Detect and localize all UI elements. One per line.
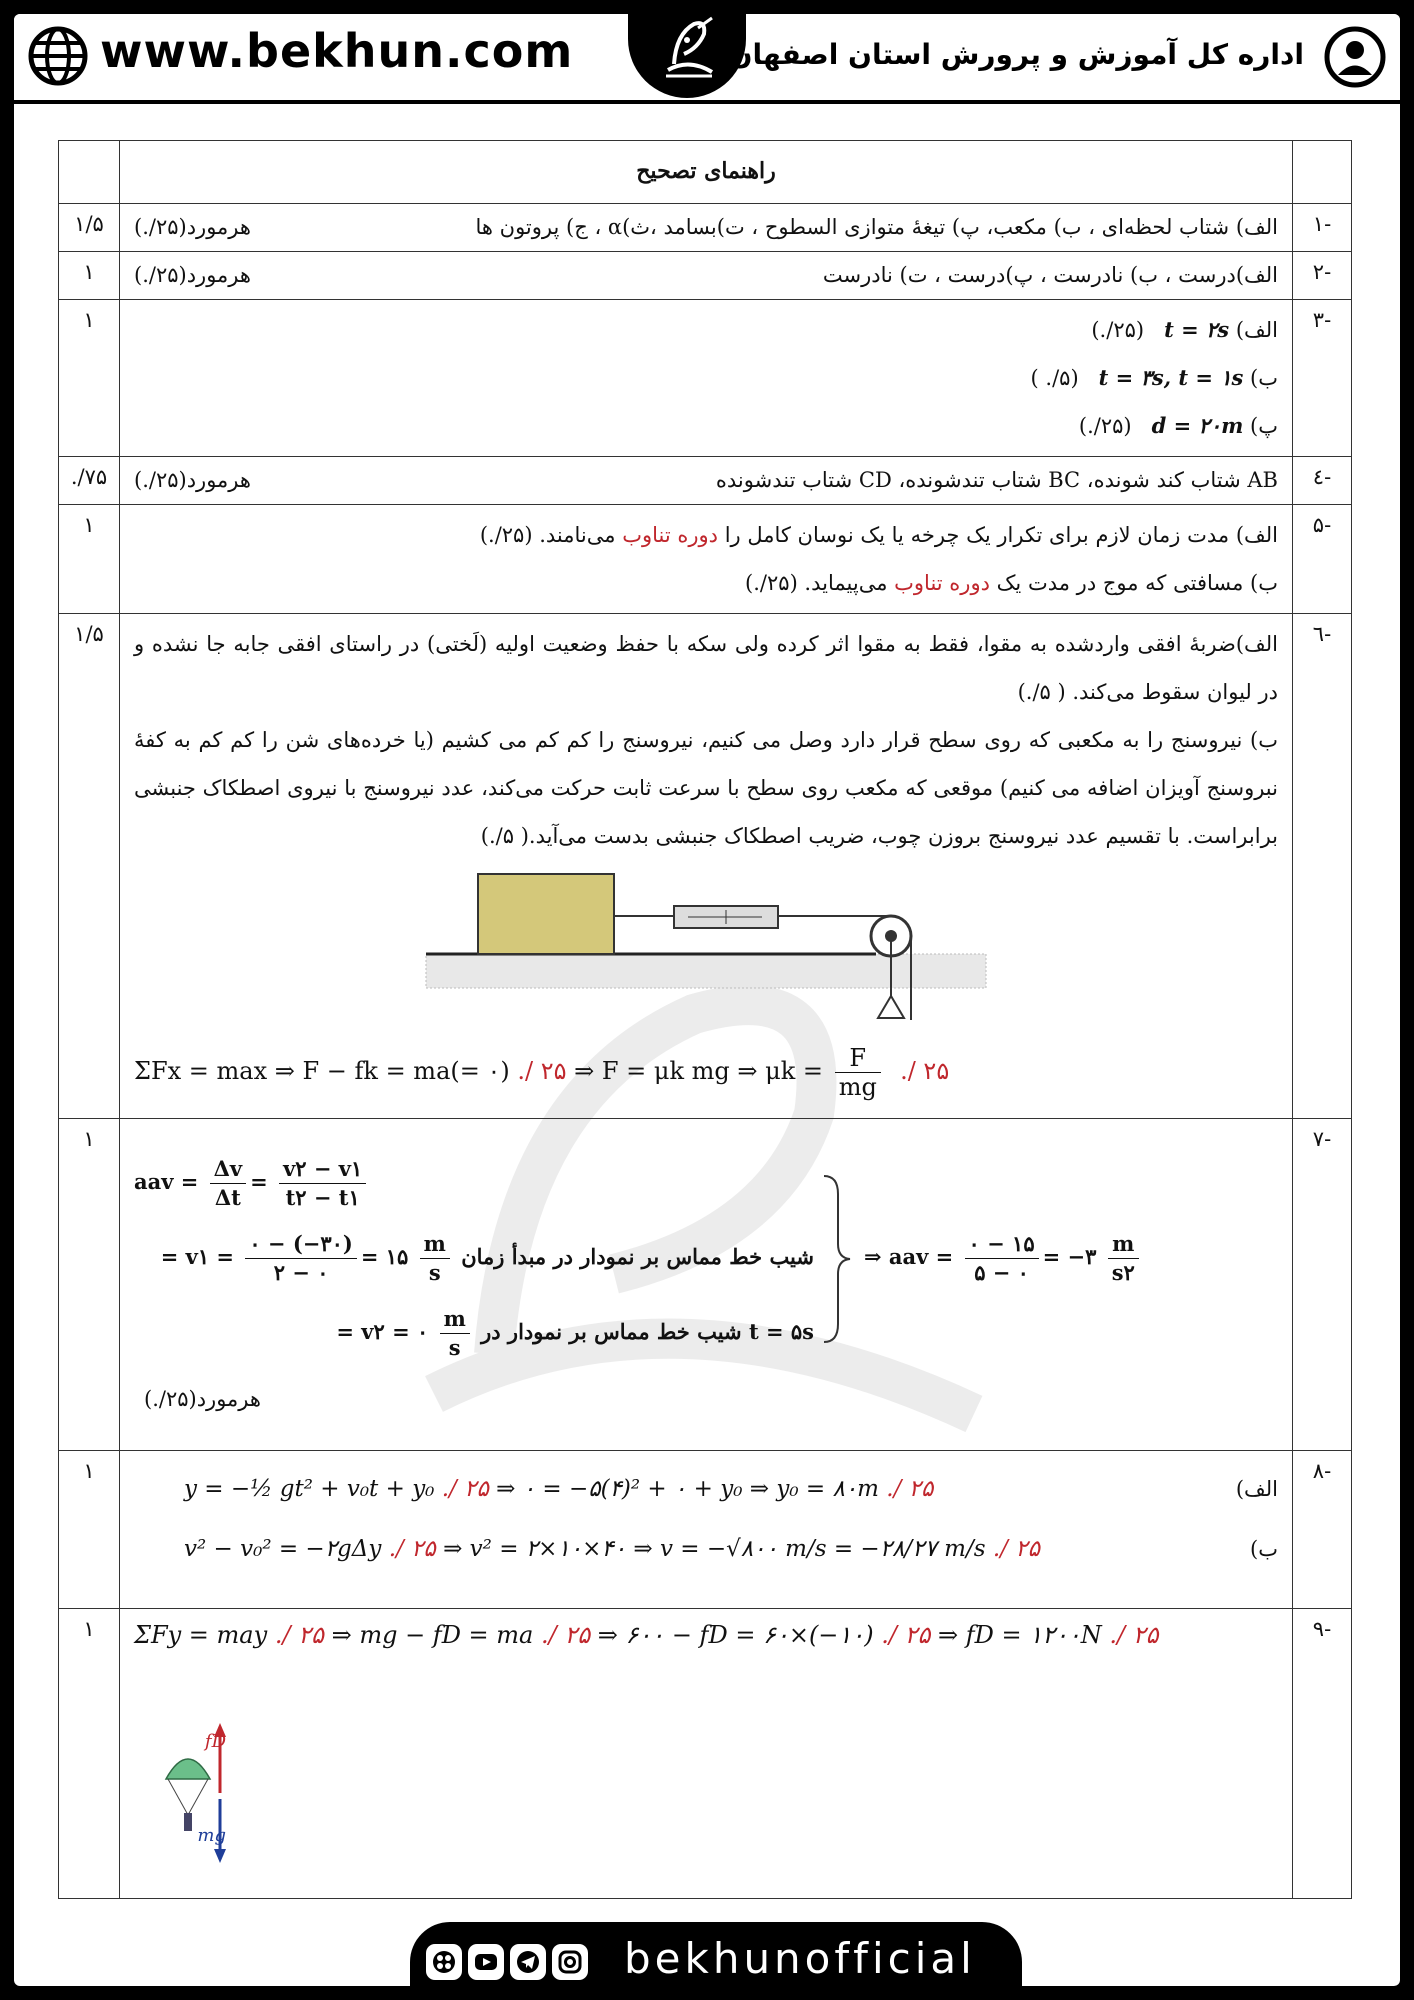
points: (۲۵/.)	[1091, 318, 1145, 342]
answer-cell	[120, 252, 1293, 300]
highlighted-term: دوره تناوب	[894, 571, 990, 595]
answer-text: الف)درست ، ب) نادرست ، پ)درست ، ت) نادرست	[822, 263, 1278, 287]
part-label: ب)	[1250, 366, 1278, 390]
score: ۷۵/.	[59, 457, 120, 505]
wooden-block	[478, 874, 614, 954]
instagram-icon[interactable]	[552, 1944, 588, 1980]
weight-label: mg	[197, 1825, 226, 1846]
answer-part-a	[134, 1459, 1278, 1519]
answer-text: الف) مدت زمان لازم برای تکرار یک چرخه یا یک نوسان کامل را	[724, 523, 1278, 547]
equation: ⇒ ۰ = −۵(۴)² + ۰ + y₀ ⇒ y₀ = ۸۰m	[496, 1476, 879, 1502]
org-title: اداره کل آموزش و پرورش استان اصفهان	[728, 38, 1304, 71]
answer-part-c	[134, 402, 1278, 450]
points: ./ ۲۵	[886, 1476, 934, 1502]
points: ./ ۲۵	[517, 1057, 567, 1085]
numerator: v۲ − v۱	[279, 1155, 366, 1184]
equation: t = ۲s	[1164, 317, 1230, 342]
answer-text: الف) شتاب لحظه‌ای ، ب) مکعب، پ) تیغهٔ متوازی السطوح ، ت)بسامد ،ث)α ، ج) پروتون ها	[475, 215, 1278, 239]
numerator: m	[440, 1305, 470, 1334]
points: ./ ۲۵	[1109, 1621, 1159, 1649]
telegram-icon[interactable]	[510, 1944, 546, 1980]
numerator: m	[420, 1230, 450, 1259]
table-row	[59, 300, 1352, 457]
answer-text: AB شتاب کند شونده، BC شتاب تندشونده، CD شتاب تندشونده	[715, 468, 1278, 492]
drag-equation	[134, 1615, 1278, 1655]
table-row	[59, 457, 1352, 505]
table-row	[59, 614, 1352, 1119]
equation: ⇒ mg − fD = ma	[331, 1621, 534, 1649]
answer-cell	[120, 1119, 1293, 1451]
answer-part-b	[134, 1519, 1278, 1579]
equation: ΣFx = max ⇒ F − fk = ma(= ۰)	[134, 1057, 510, 1085]
table-title: راهنمای تصحیح	[120, 141, 1293, 204]
social-handle[interactable]: bekhunofficial	[624, 1934, 976, 1983]
table-row	[59, 252, 1352, 300]
numerator: m	[1108, 1230, 1139, 1259]
score: ۱	[59, 505, 120, 614]
unit	[440, 1305, 470, 1362]
slope-line-2	[134, 1305, 814, 1362]
unit	[1108, 1230, 1139, 1287]
denominator: ۵ − ۰	[974, 1260, 1029, 1285]
header-bar	[14, 14, 1400, 104]
equation: ⇒ v² = ۲×۱۰×۴۰ ⇒ v = −√۸۰۰ m/s = −۲۸/۲۷ m/s	[443, 1536, 986, 1562]
denominator: mg	[838, 1073, 877, 1101]
site-url[interactable]: www.bekhun.com	[100, 24, 574, 78]
social-icons	[426, 1944, 588, 1980]
equation: ⇒ ۶۰۰ − fD = ۶۰×(−۱۰)	[597, 1621, 874, 1649]
num-col-header	[1293, 141, 1352, 204]
youtube-icon[interactable]	[468, 1944, 504, 1980]
fraction	[245, 1230, 357, 1287]
points: ./ ۲۵	[388, 1536, 436, 1562]
score: ۱/۵	[59, 614, 120, 1119]
answer-part-b: ب) نیروسنج را به مکعبی که روی سطح قرار دارد وصل می کنیم، نیروسنج را کم کم می کشیم (یا خرده‌های شن را کم کم به کفهٔ نبروسنج آویزان اضافه می کنیم) موقعی که مکعب روی سطح با سرعت ثابت حرکت می‌کند، عدد نیروسنج با نیروی اصطکاک جنبشی برابراست. با تقسیم عدد نیروسنج بروزن چوب، ضریب اصطکاک جنبشی بدست می‌آید.( ۵/.)	[134, 728, 1278, 848]
numerator: Δv	[210, 1155, 247, 1184]
table-row	[59, 1119, 1352, 1451]
globe-icon[interactable]	[28, 26, 88, 86]
answer-text: می‌نامند. (۲۵/.)	[479, 523, 616, 547]
numerator: ۰ − (−۳۰)	[245, 1230, 357, 1259]
question-number: -۳	[1293, 300, 1352, 457]
fraction	[965, 1230, 1039, 1287]
denominator: ۲ − ۰	[273, 1260, 329, 1285]
answer-cell	[120, 505, 1293, 614]
score: ۱	[59, 1119, 120, 1451]
table-row	[59, 204, 1352, 252]
answer-text: ب) مسافتی که موج در مدت یک	[996, 571, 1278, 595]
answer-cell	[120, 457, 1293, 505]
denominator: s	[428, 1260, 441, 1285]
answer-cell	[120, 300, 1293, 457]
table-row	[59, 1609, 1352, 1899]
answer-text: شیب خط مماس بر نمودار در مبدأ زمان	[461, 1244, 814, 1269]
part-label: الف)	[1235, 318, 1278, 342]
answer-part-a	[134, 511, 1278, 559]
numerator: F	[835, 1044, 881, 1073]
equation: ⇒ aav =	[864, 1244, 954, 1269]
equation: aav =	[134, 1169, 199, 1194]
answer-cell	[120, 1609, 1293, 1899]
equation: ⇒ F = μk mg ⇒ μk =	[574, 1057, 824, 1085]
equation: ⇒ fD = ۱۲۰۰N	[937, 1621, 1102, 1649]
question-number: -۲	[1293, 252, 1352, 300]
question-number: -۵	[1293, 505, 1352, 614]
equation: ΣFy = may	[134, 1621, 268, 1649]
equation: t = ۳s, t = ۱s	[1098, 365, 1244, 390]
bekhun-logo-icon[interactable]	[654, 14, 724, 90]
question-number: -۹	[1293, 1609, 1352, 1899]
points: (۲۵/.)	[1078, 414, 1132, 438]
question-number: -۱	[1293, 204, 1352, 252]
part-label: (ب	[1250, 1537, 1278, 1561]
slope-line-1	[134, 1230, 814, 1287]
score: ۱/۵	[59, 204, 120, 252]
aparat-icon[interactable]	[426, 1944, 462, 1980]
per-item-score: هرمورد(۲۵/.)	[134, 215, 251, 239]
answer-cell	[120, 204, 1293, 252]
table-row	[59, 505, 1352, 614]
page	[14, 14, 1400, 1986]
footer-bar	[410, 1922, 1022, 1986]
numerator: ۰ − ۱۵	[965, 1230, 1039, 1259]
answer-part-b	[134, 559, 1278, 607]
answer-part-a: الف)ضربهٔ افقی واردشده به مقوا، فقط به مقوا اثر کرده ولی سکه با حفظ وضعیت اولیه (لَختی) در راستای افقی جابه جا نشده و در لیوان سقوط می‌کند. ( ۵/.)	[134, 632, 1278, 704]
part-label: پ)	[1250, 414, 1278, 438]
right-brace-icon	[820, 1174, 854, 1344]
friction-apparatus-diagram	[406, 868, 1006, 1038]
answer-text: می‌پیماید. (۲۵/.)	[745, 571, 888, 595]
answer-cell	[120, 1451, 1293, 1609]
question-number: -٦	[1293, 614, 1352, 1119]
table-header-row	[59, 141, 1352, 204]
unit	[420, 1230, 450, 1287]
answer-part-b	[134, 354, 1278, 402]
drag-force-label: fD	[204, 1731, 226, 1752]
points: ./ ۲۵	[900, 1057, 950, 1085]
equation: = −۳	[1042, 1244, 1097, 1269]
per-item-score: هرمورد(۲۵/.)	[134, 468, 251, 492]
equation: = v۱ =	[160, 1244, 235, 1269]
points: (۵/. )	[1030, 366, 1079, 390]
points: ./ ۲۵	[992, 1536, 1040, 1562]
result	[864, 1230, 1143, 1287]
fraction	[279, 1155, 366, 1212]
question-number: -۸	[1293, 1451, 1352, 1609]
denominator: t۲ − t۱	[285, 1185, 360, 1210]
answer-part-a	[134, 306, 1278, 354]
average-acceleration-block	[134, 1155, 1278, 1362]
answer-key-table	[58, 140, 1352, 1899]
friction-equation	[134, 1044, 1278, 1101]
part-label: (الف	[1235, 1477, 1278, 1501]
per-item-score: هرمورد(۲۵/.)	[134, 263, 251, 287]
points: ./ ۲۵	[541, 1621, 591, 1649]
answer-cell	[120, 614, 1293, 1119]
question-number: -٤	[1293, 457, 1352, 505]
equation: = v۲ = ۰	[336, 1319, 429, 1344]
parachute-free-body-diagram	[160, 1719, 270, 1869]
table-row	[59, 1451, 1352, 1609]
score: ۱	[59, 1609, 120, 1899]
score-col-header	[59, 141, 120, 204]
derivation	[134, 1155, 814, 1362]
equation: = ۱۵	[360, 1244, 409, 1269]
fraction	[835, 1044, 881, 1101]
score: ۱	[59, 252, 120, 300]
points: ./ ۲۵	[441, 1476, 489, 1502]
hanging-pan	[878, 996, 904, 1018]
denominator: s۲	[1111, 1260, 1135, 1285]
score: ۱	[59, 300, 120, 457]
equation: y = −½ gt² + v₀t + y₀	[184, 1476, 435, 1502]
question-number: -۷	[1293, 1119, 1352, 1451]
equation: v² − v₀² = −۲gΔy	[184, 1536, 382, 1562]
points: ./ ۲۵	[274, 1621, 324, 1649]
score: ۱	[59, 1451, 120, 1609]
denominator: s	[448, 1335, 461, 1360]
points: ./ ۲۵	[881, 1621, 931, 1649]
user-icon[interactable]	[1324, 26, 1386, 88]
aav-definition: aav = $\frac{\Delta v}{\Delta t}$ = $\frac{v۲ - v۱}{t۲ - t۱}$	[134, 1155, 814, 1212]
equation: d = ۲۰m	[1151, 413, 1244, 438]
denominator: Δt	[214, 1185, 241, 1210]
highlighted-term: دوره تناوب	[622, 523, 718, 547]
per-item-score: هرمورد(۲۵/.)	[144, 1387, 261, 1411]
fraction	[210, 1155, 247, 1212]
answer-text: t = ۵s شیب خط مماس بر نمودار در	[481, 1319, 814, 1344]
